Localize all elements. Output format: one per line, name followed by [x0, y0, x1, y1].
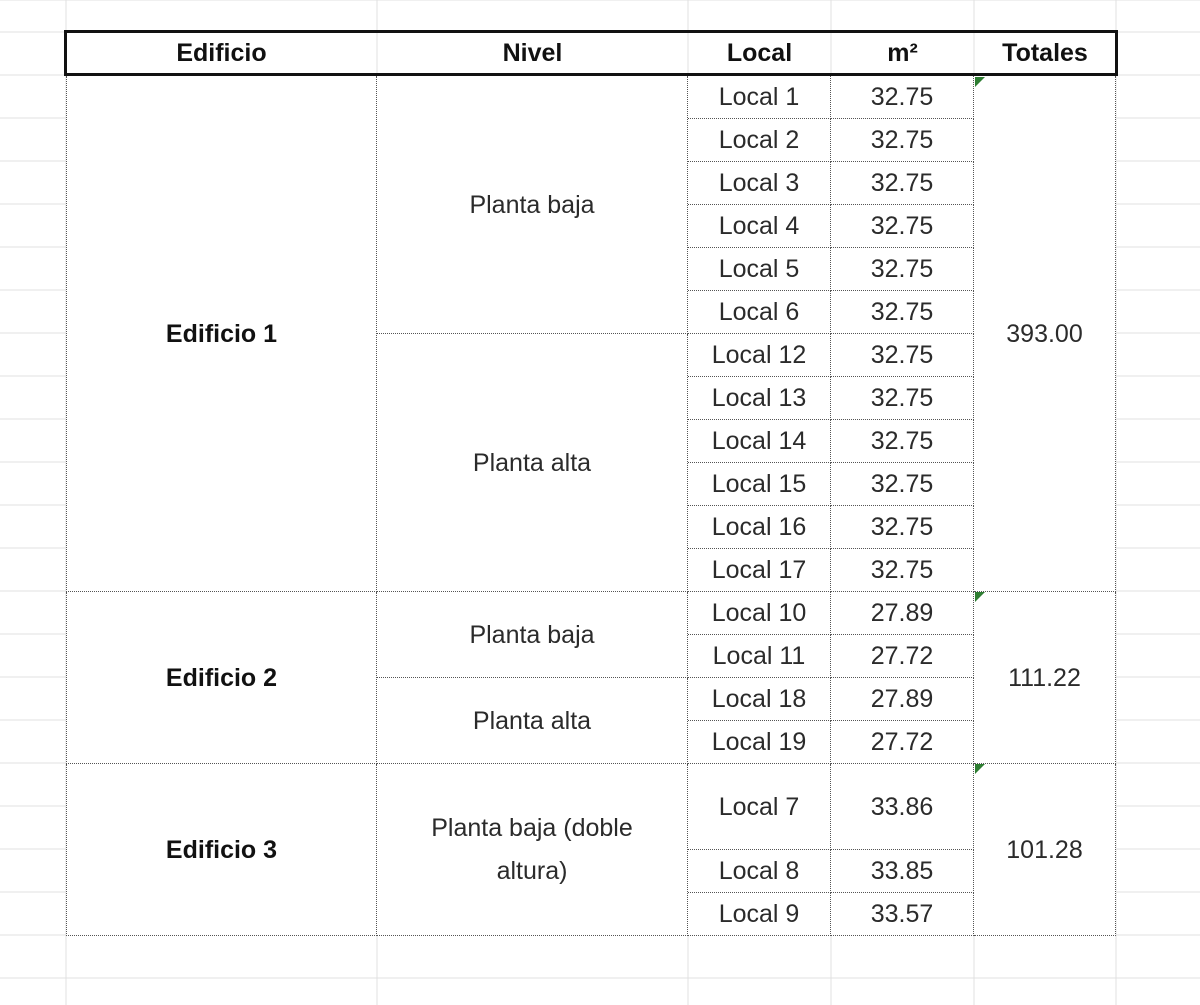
- comment-marker-icon[interactable]: [975, 764, 985, 774]
- header-edificio[interactable]: Edificio: [176, 39, 267, 67]
- comment-marker-icon[interactable]: [975, 77, 985, 87]
- m2-cell[interactable]: 33.57: [831, 893, 974, 936]
- local-cell[interactable]: Local 15: [688, 463, 831, 506]
- edificio-1-cell[interactable]: Edificio 1: [66, 76, 377, 592]
- m2-cell[interactable]: 32.75: [831, 248, 974, 291]
- nivel-planta-alta-e1[interactable]: Planta alta: [377, 334, 688, 592]
- m2-cell[interactable]: 32.75: [831, 291, 974, 334]
- total-edificio-1[interactable]: 393.00: [974, 76, 1116, 592]
- total-edificio-2[interactable]: 111.22: [974, 592, 1116, 764]
- local-cell[interactable]: Local 4: [688, 205, 831, 248]
- local-cell[interactable]: Local 16: [688, 506, 831, 549]
- nivel-planta-baja-doble-altura[interactable]: Planta baja (doble altura): [377, 764, 688, 936]
- local-cell[interactable]: Local 13: [688, 377, 831, 420]
- header-local[interactable]: Local: [726, 39, 793, 67]
- header-nivel[interactable]: Nivel: [502, 39, 563, 67]
- m2-cell[interactable]: 32.75: [831, 76, 974, 119]
- local-cell[interactable]: Local 19: [688, 721, 831, 764]
- local-cell[interactable]: Local 3: [688, 162, 831, 205]
- header-totales[interactable]: Totales: [1002, 39, 1088, 67]
- header-m2[interactable]: m²: [887, 39, 918, 67]
- nivel-planta-alta-e2[interactable]: Planta alta: [377, 678, 688, 764]
- local-cell[interactable]: Local 12: [688, 334, 831, 377]
- m2-cell[interactable]: 32.75: [831, 549, 974, 592]
- nivel-planta-baja-e2[interactable]: Planta baja: [377, 592, 688, 678]
- local-cell[interactable]: Local 2: [688, 119, 831, 162]
- m2-cell[interactable]: 27.89: [831, 592, 974, 635]
- m2-cell[interactable]: 32.75: [831, 506, 974, 549]
- local-cell[interactable]: Local 18: [688, 678, 831, 721]
- m2-cell[interactable]: 32.75: [831, 420, 974, 463]
- local-cell[interactable]: Local 7: [688, 764, 831, 850]
- local-cell[interactable]: Local 5: [688, 248, 831, 291]
- m2-cell[interactable]: 33.85: [831, 850, 974, 893]
- comment-marker-icon[interactable]: [975, 592, 985, 602]
- m2-cell[interactable]: 27.89: [831, 678, 974, 721]
- m2-cell[interactable]: 27.72: [831, 635, 974, 678]
- m2-cell[interactable]: 32.75: [831, 205, 974, 248]
- local-cell[interactable]: Local 9: [688, 893, 831, 936]
- edificio-3-cell[interactable]: Edificio 3: [66, 764, 377, 936]
- m2-cell[interactable]: 32.75: [831, 119, 974, 162]
- local-cell[interactable]: Local 10: [688, 592, 831, 635]
- local-cell[interactable]: Local 11: [688, 635, 831, 678]
- nivel-planta-baja-e1[interactable]: Planta baja: [377, 76, 688, 334]
- local-cell[interactable]: Local 6: [688, 291, 831, 334]
- m2-cell[interactable]: 32.75: [831, 377, 974, 420]
- m2-cell[interactable]: 32.75: [831, 162, 974, 205]
- m2-cell[interactable]: 27.72: [831, 721, 974, 764]
- m2-cell[interactable]: 32.75: [831, 334, 974, 377]
- edificio-2-cell[interactable]: Edificio 2: [66, 592, 377, 764]
- m2-cell[interactable]: 33.86: [831, 764, 974, 850]
- local-cell[interactable]: Local 14: [688, 420, 831, 463]
- local-cell[interactable]: Local 1: [688, 76, 831, 119]
- m2-cell[interactable]: 32.75: [831, 463, 974, 506]
- local-cell[interactable]: Local 17: [688, 549, 831, 592]
- local-cell[interactable]: Local 8: [688, 850, 831, 893]
- total-edificio-3[interactable]: 101.28: [974, 764, 1116, 936]
